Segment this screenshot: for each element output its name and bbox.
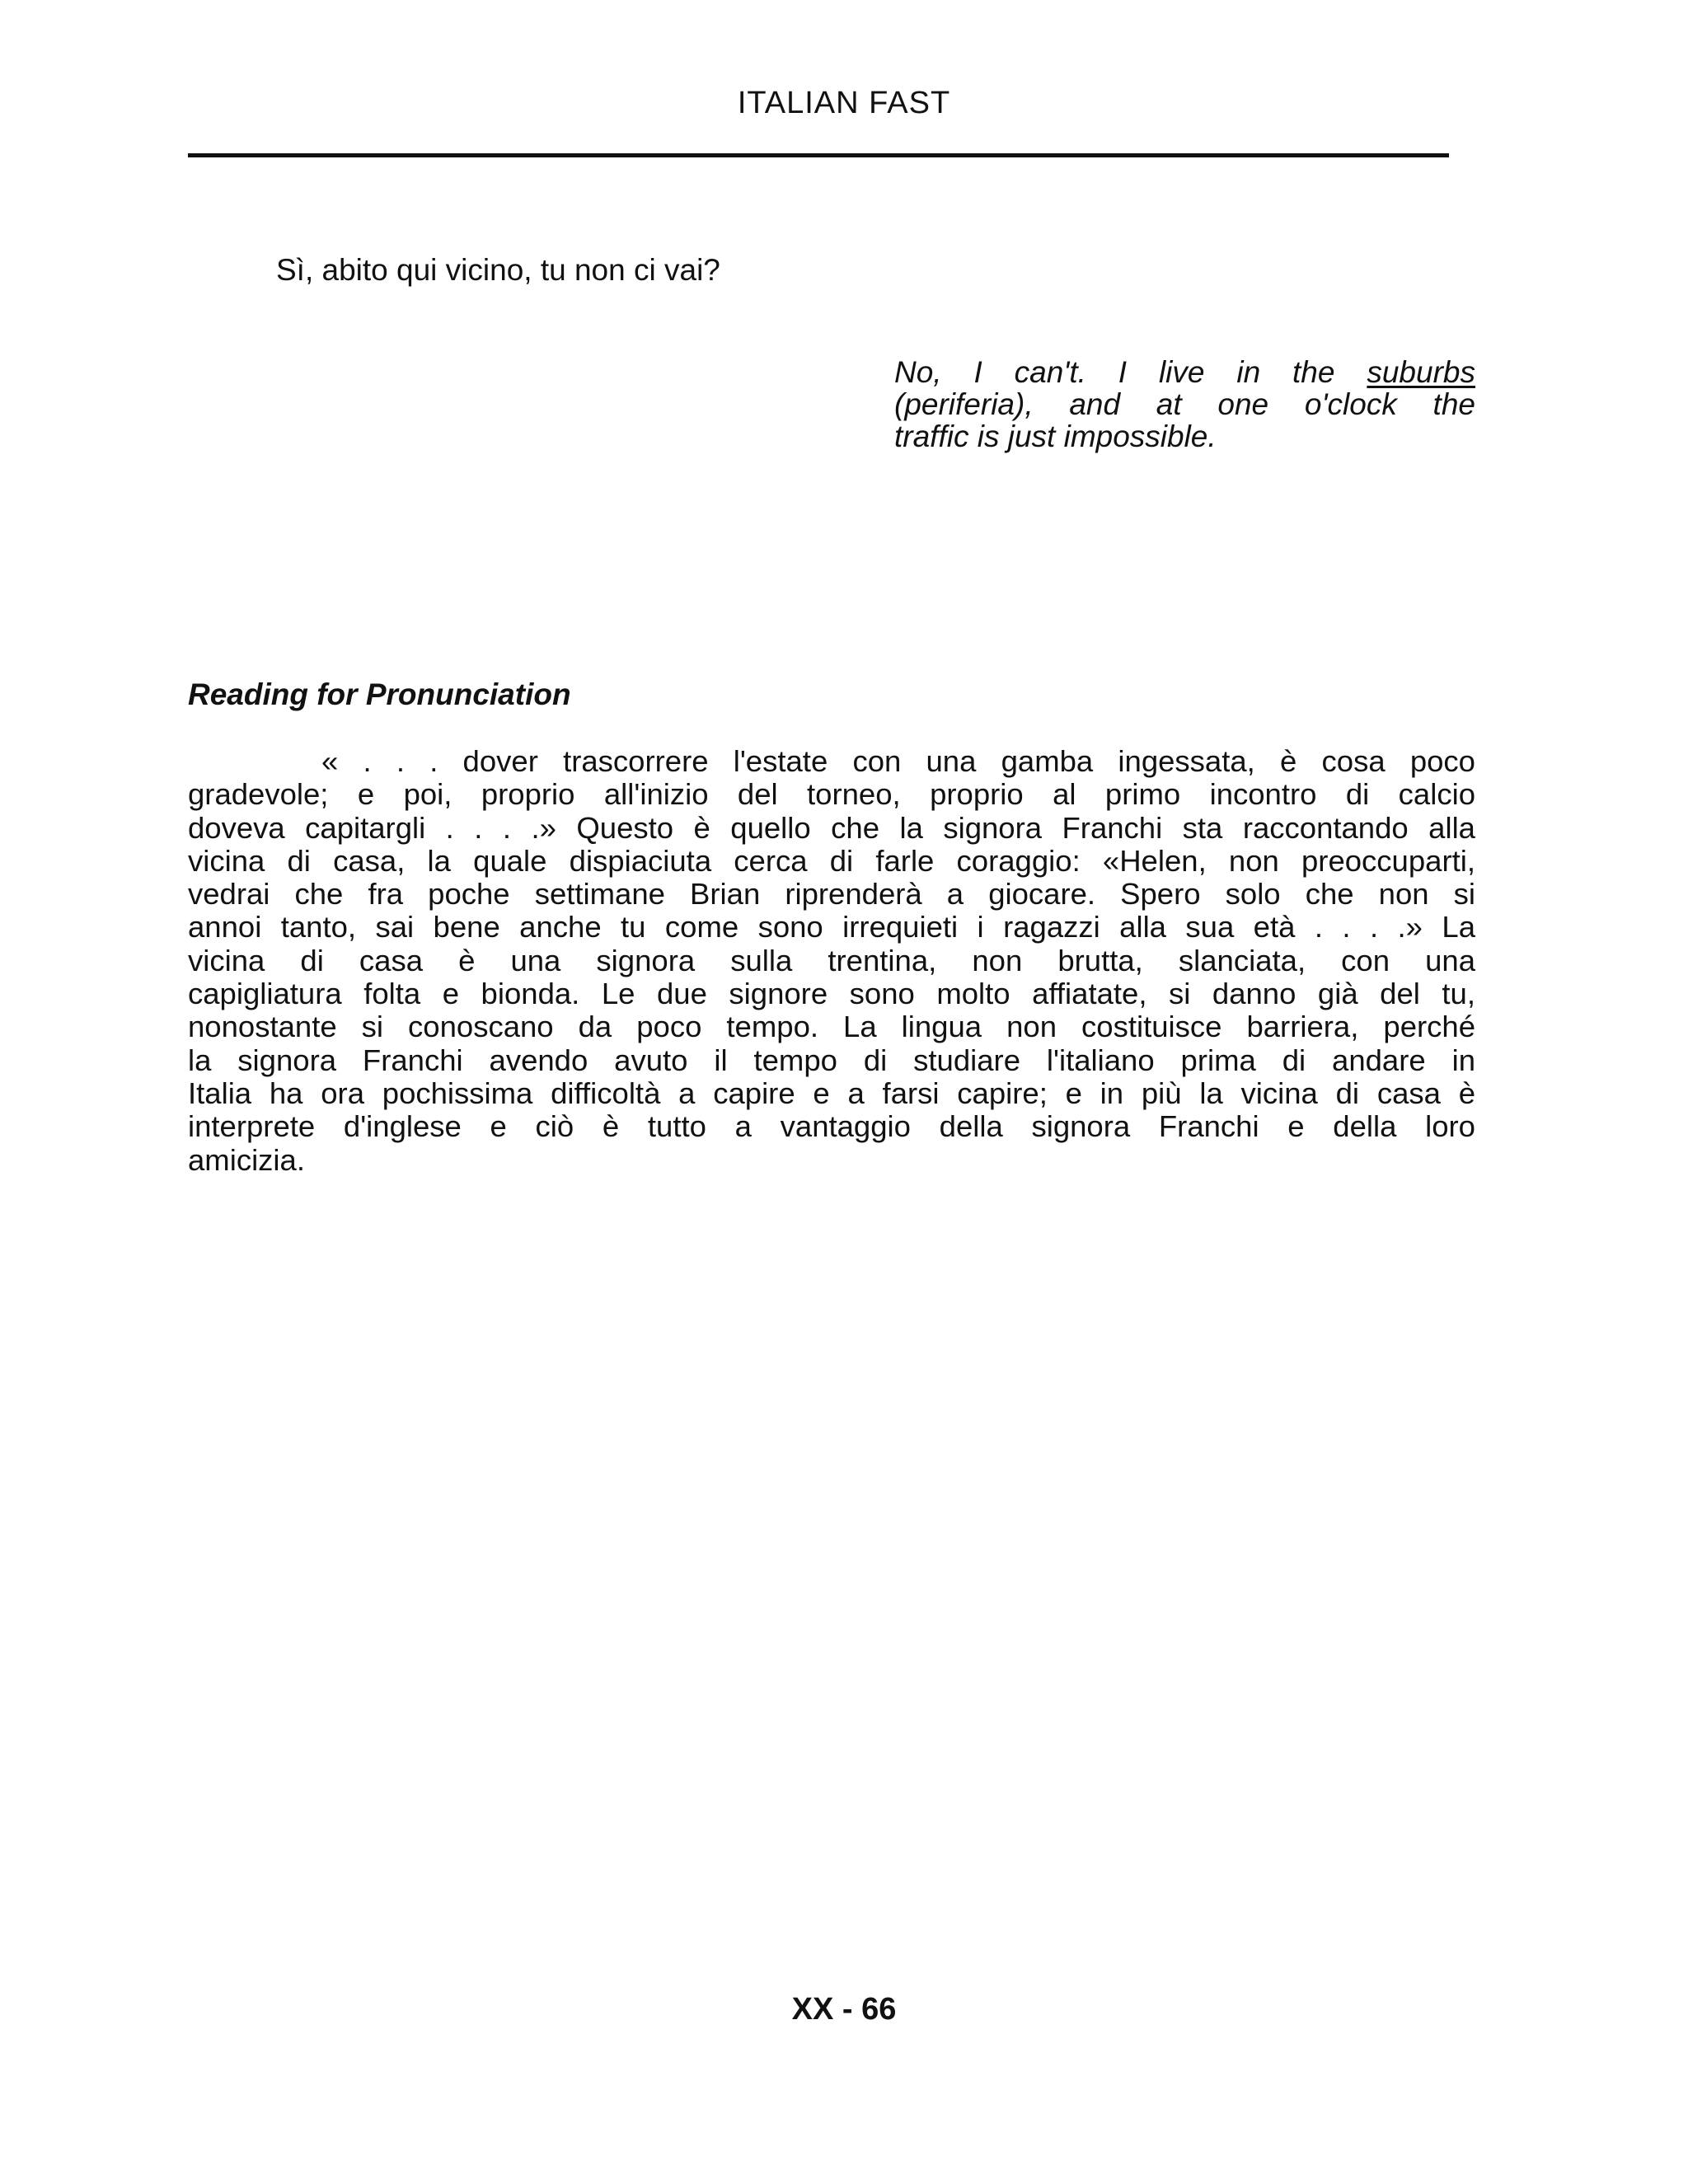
reading-line: amicizia. [188, 1142, 305, 1177]
reading-line: annoi tanto, sai bene anche tu come sono irrequieti i ragazzi alla sua età . . . .» La [188, 910, 1475, 944]
reading-line: interprete d'inglese e ciò è tutto a vantaggio della signora Franchi e della loro [188, 1109, 1475, 1144]
reading-line: nonostante si conoscano da poco tempo. La lingua non costituisce barriera, perché [188, 1010, 1475, 1044]
reading-line: gradevole; e poi, proprio all'inizio del torneo, proprio al primo incontro di calcio [188, 777, 1475, 812]
reading-line: « . . . dover trascorrere l'estate con una gamba ingessata, è cosa poco [321, 744, 1475, 778]
english-dialogue-reply [894, 356, 1475, 452]
reading-line: la signora Franchi avendo avuto il tempo di studiare l'italiano prima di andare in [188, 1043, 1475, 1077]
running-header: ITALIAN FAST [737, 86, 951, 120]
reading-line: vicina di casa è una signora sulla trentina, non brutta, slanciata, con una [188, 943, 1475, 977]
english-reply-line-1 [894, 356, 1475, 388]
header-rule [188, 153, 1449, 157]
section-heading: Reading for Pronunciation [188, 677, 571, 711]
english-reply-line-2: (periferia), and at one o'clock the [894, 387, 1475, 421]
reading-line: vicina di casa, la quale dispiaciuta cerca di farle coraggio: «Helen, non preoccuparti, [188, 843, 1475, 878]
reading-line: capigliatura folta e bionda. Le due signore sono molto affiatate, si danno già del tu, [188, 977, 1475, 1011]
reading-line: Italia ha ora pochissima difficoltà a capire e a farsi capire; e in più la vicina di casa è [188, 1076, 1475, 1110]
page-number: XX - 66 [791, 1992, 897, 2027]
english-reply-line-1-text: No, I can't. I live in the [894, 355, 1367, 389]
reading-line: doveva capitargli . . . .» Questo è quello che la signora Franchi sta raccontando alla [188, 810, 1475, 845]
english-reply-line-3: traffic is just impossible. [894, 419, 1217, 453]
italian-dialogue-line: Sì, abito qui vicino, tu non ci vai? [276, 253, 720, 287]
reading-line: vedrai che fra poche settimane Brian riprenderà a giocare. Spero solo che non si [188, 877, 1475, 912]
reading-paragraph [188, 745, 1475, 1177]
underlined-word-suburbs: suburbs [1367, 355, 1475, 389]
